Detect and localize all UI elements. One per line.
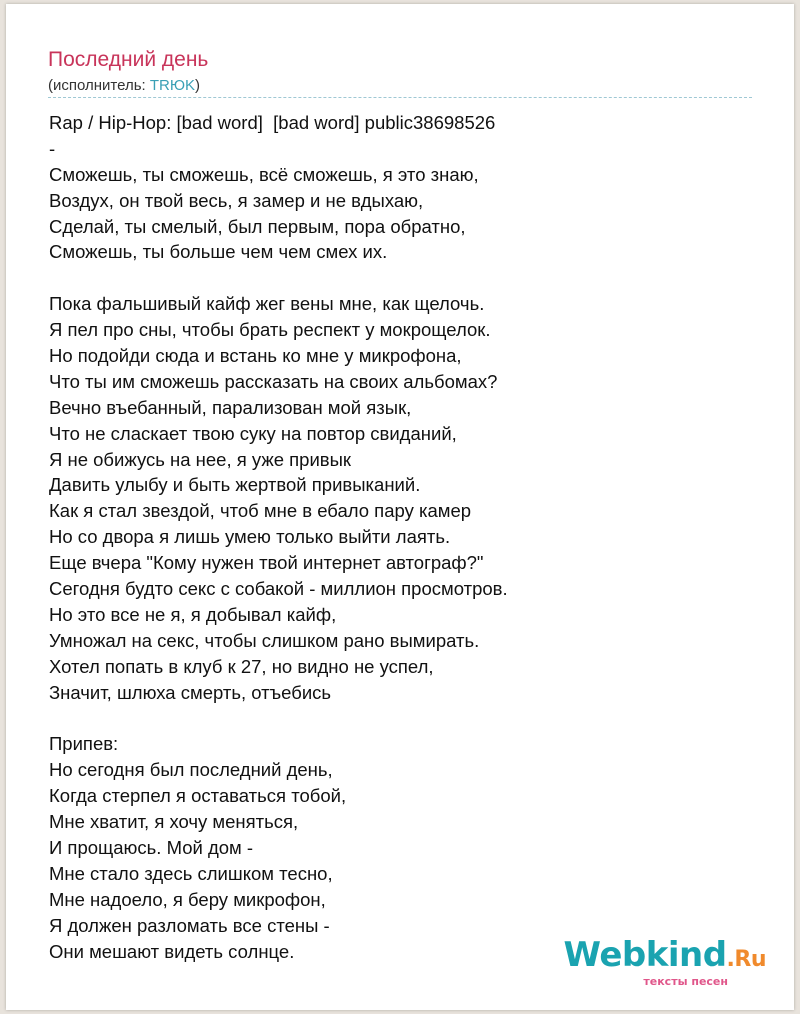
lyrics-block [49, 110, 769, 964]
dashed-divider [48, 97, 752, 98]
lyric-line: Вечно въебанный, парализован мой язык, [49, 396, 412, 418]
lyric-line: Что не сласкает твою суку на повтор свиданий, [49, 422, 457, 444]
lyric-line: Но подойди сюда и встань ко мне у микрофона, [49, 345, 462, 367]
lyric-line [49, 705, 769, 731]
lyric-line: Сможешь, ты сможешь, всё сможешь, я это знаю, [49, 163, 479, 185]
lyric-line: Умножал на секс, чтобы слишком рано вымирать. [49, 629, 480, 651]
lyric-line: Я пел про сны, чтобы брать респект у мокрощелок. [49, 319, 491, 341]
lyric-line: Но сегодня был последний день, [49, 759, 333, 781]
lyric-line: Хотел попать в клуб к 27, но видно не успел, [49, 655, 434, 677]
artist-suffix: ) [195, 77, 201, 94]
logo-wordmark [563, 935, 766, 977]
logo-subtitle: тексты песен [643, 975, 728, 988]
lyric-line: Мне хватит, я хочу меняться, [49, 811, 299, 833]
lyric-line: Давить улыбу и быть жертвой привыканий. [49, 474, 421, 496]
lyric-line: Пока фальшивый кайф жег вены мне, как щелочь. [49, 293, 485, 315]
lyric-line: Припев: [49, 733, 119, 755]
artist-line [48, 77, 200, 94]
lyric-line: Я должен разломать все стены - [49, 914, 330, 936]
lyric-line: Но со двора я лишь умею только выйти лаять. [49, 526, 451, 548]
lyric-line: Когда стерпел я оставаться тобой, [49, 785, 347, 807]
lyric-line: Мне стало здесь слишком тесно, [49, 862, 333, 884]
lyric-line [49, 265, 769, 291]
lyric-line: Rap / Hip-Hop: [bad word] [bad word] public38698526 [49, 112, 496, 133]
lyric-line: Но это все не я, я добывал кайф, [49, 603, 337, 625]
lyric-line: Сможешь, ты больше чем чем смех их. [49, 241, 388, 263]
logo-tld: .Ru [726, 947, 766, 972]
artist-prefix: (исполнитель: [48, 77, 150, 94]
site-logo[interactable] [563, 935, 766, 988]
lyric-line: Они мешают видеть солнце. [49, 940, 295, 962]
lyric-line: Еще вчера "Кому нужен твой интернет автограф?" [49, 552, 484, 574]
lyric-line: Что ты им сможешь рассказать на своих альбомах? [49, 370, 498, 392]
lyric-line: Сегодня будто секс с собакой - миллион просмотров. [49, 578, 508, 600]
page-sheet [6, 4, 794, 1010]
lyric-line: Я не обижусь на нее, я уже привык [49, 448, 352, 470]
lyric-line: Мне надоело, я беру микрофон, [49, 888, 326, 910]
song-title: Последний день [48, 48, 209, 71]
lyric-line: Как я стал звездой, чтоб мне в ебало пару камер [49, 500, 472, 522]
artist-link[interactable]: TRЮK [149, 77, 196, 94]
lyric-line: Воздух, он твой весь, я замер и не вдыхаю, [49, 189, 424, 211]
lyric-line: И прощаюсь. Мой дом - [49, 836, 254, 858]
logo-main-text: Webkind [563, 935, 727, 975]
lyric-line: Значит, шлюха смерть, отъебись [49, 681, 332, 703]
lyric-line: Сделай, ты смелый, был первым, пора обратно, [49, 215, 466, 237]
lyric-line: - [49, 137, 56, 159]
